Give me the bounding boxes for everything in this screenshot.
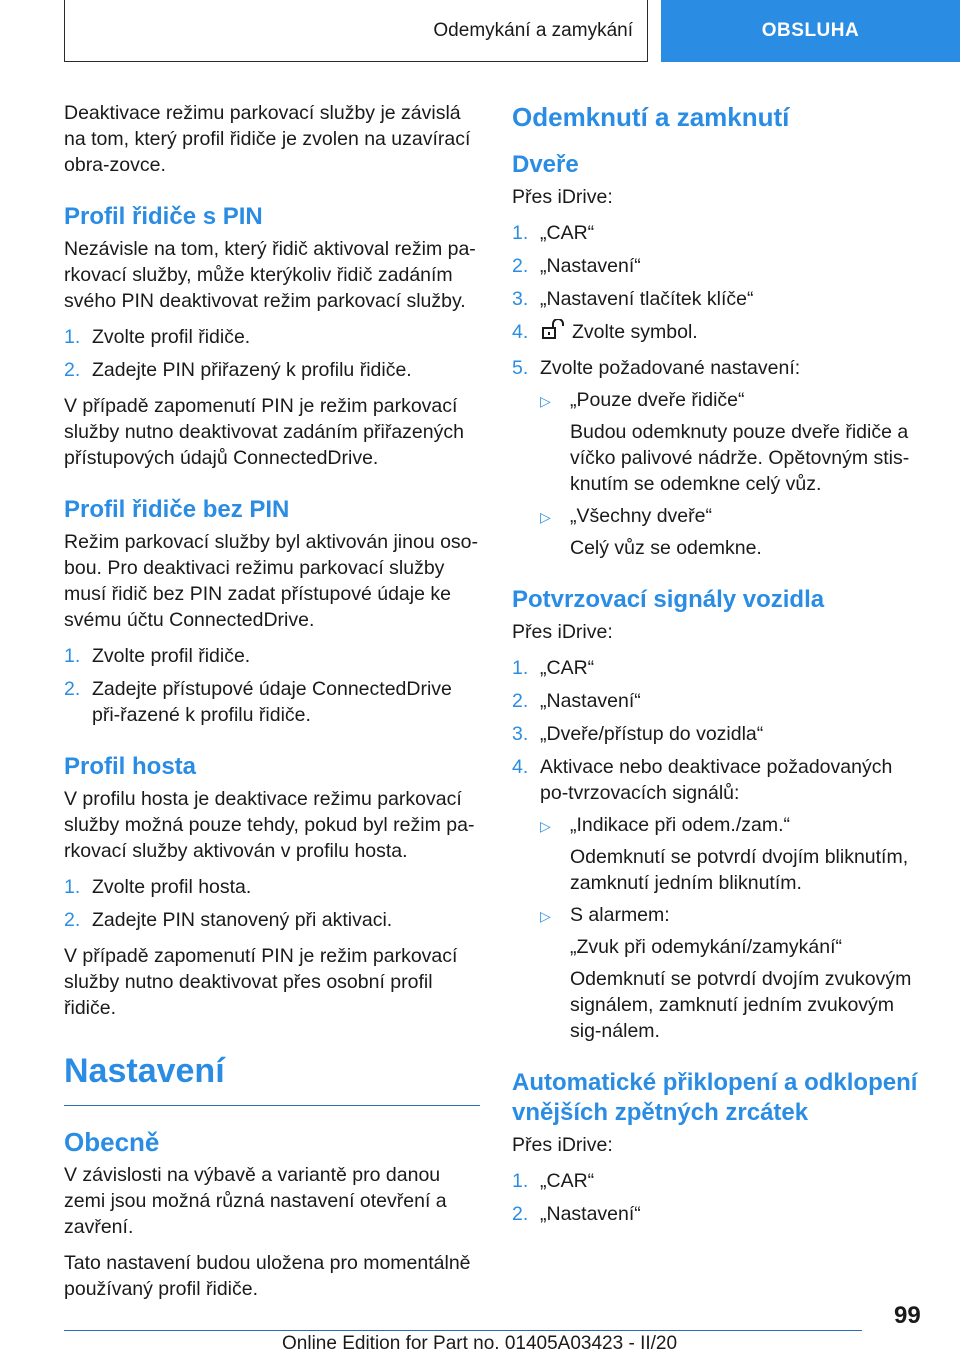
step-number: 3. bbox=[512, 723, 529, 745]
step-text: „Nastavení“ bbox=[540, 255, 641, 277]
step-text: „Nastavení tlačítek klíče“ bbox=[540, 288, 754, 310]
mirrors-steps-list bbox=[512, 1168, 922, 1227]
list-item bbox=[512, 655, 922, 681]
list-item bbox=[512, 1201, 922, 1227]
step-text: Zadejte PIN přiřazený k profilu řidiče. bbox=[92, 359, 412, 381]
step-text: „CAR“ bbox=[540, 222, 595, 244]
step-text: Zvolte profil řidiče. bbox=[92, 326, 251, 348]
list-item bbox=[540, 387, 922, 497]
heading-doors: Dveře bbox=[512, 151, 579, 178]
step-number: 1. bbox=[64, 645, 81, 667]
list-item bbox=[64, 874, 480, 900]
general-paragraph-1: V závislosti na výbavě a variantě pro danou zemi jsou možná různá nastavení otevření a zavření. bbox=[64, 1164, 447, 1238]
heading-unlock-lock: Odemknutí a zamknutí bbox=[512, 102, 790, 132]
step-number: 1. bbox=[512, 222, 529, 244]
option-sublabel: „Zvuk při odemykání/zamykání“ bbox=[570, 936, 843, 958]
heading-profile-without-pin: Profil řidiče bez PIN bbox=[64, 496, 290, 523]
option-label: S alarmem: bbox=[570, 904, 670, 926]
pin-steps-list bbox=[64, 324, 480, 383]
step-number: 2. bbox=[64, 359, 81, 381]
doors-steps-list bbox=[512, 220, 922, 561]
list-item bbox=[512, 253, 922, 279]
section-divider bbox=[64, 1105, 480, 1106]
option-description: Odemknutí se potvrdí dvojím zvukovým signálem, zamknutí jedním zvukovým sig-nálem. bbox=[570, 968, 912, 1042]
step-number: 4. bbox=[512, 756, 529, 778]
list-item bbox=[64, 324, 480, 350]
list-item bbox=[512, 355, 922, 561]
guest-paragraph: V profilu hosta je deaktivace režimu parkovací služby možná pouze tehdy, pokud byl režim pa-rkovací služby aktivován v profilu hosta. bbox=[64, 788, 475, 862]
option-description: Odemknutí se potvrdí dvojím bliknutím, zamknutí jedním bliknutím. bbox=[570, 846, 909, 894]
mirrors-via: Přes iDrive: bbox=[512, 1134, 613, 1156]
guest-note: V případě zapomenutí PIN je režim parkovací služby nutno deaktivovat přes osobní profil řidiče. bbox=[64, 945, 458, 1019]
signals-options-list bbox=[540, 812, 922, 1044]
step-number: 3. bbox=[512, 288, 529, 310]
step-text: Zvolte symbol. bbox=[572, 321, 698, 343]
step-number: 1. bbox=[512, 1170, 529, 1192]
step-number: 1. bbox=[512, 657, 529, 679]
heading-confirmation-signals: Potvrzovací signály vozidla bbox=[512, 586, 825, 613]
list-item bbox=[64, 643, 480, 669]
step-text: „CAR“ bbox=[540, 1170, 595, 1192]
step-number: 2. bbox=[512, 255, 529, 277]
list-item bbox=[512, 1168, 922, 1194]
triangle-bullet-icon: ▷ bbox=[540, 393, 551, 409]
heading-profile-with-pin: Profil řidiče s PIN bbox=[64, 203, 263, 230]
header-section-box bbox=[64, 0, 648, 62]
list-item bbox=[540, 812, 922, 896]
general-paragraph-2: Tato nastavení budou uložena pro momentálně používaný profil řidiče. bbox=[64, 1252, 471, 1300]
step-number: 2. bbox=[512, 690, 529, 712]
footer-edition: Online Edition for Part no. 01405A03423 - II/20 bbox=[282, 1333, 678, 1354]
list-item bbox=[64, 676, 480, 728]
step-text: „Nastavení“ bbox=[540, 690, 641, 712]
step-number: 1. bbox=[64, 326, 81, 348]
list-item bbox=[512, 754, 922, 1044]
pin-paragraph: Nezávisle na tom, který řidič aktivoval režim pa-rkovací služby, může kterýkoliv řidič zadáním svého PIN deaktivovat režim parkovací služby. bbox=[64, 238, 476, 312]
doors-via: Přes iDrive: bbox=[512, 186, 613, 208]
guest-steps-list bbox=[64, 874, 480, 933]
step-text: Zadejte PIN stanovený při aktivaci. bbox=[92, 909, 393, 931]
option-label: „Pouze dveře řidiče“ bbox=[570, 389, 745, 411]
list-item bbox=[512, 721, 922, 747]
step-number: 2. bbox=[512, 1203, 529, 1225]
right-column bbox=[512, 100, 922, 1237]
step-text: „Nastavení“ bbox=[540, 1203, 641, 1225]
list-item bbox=[512, 688, 922, 714]
nopin-paragraph: Režim parkovací služby byl aktivován jinou oso-bou. Pro deaktivaci režimu parkovací služby musí řidič bez PIN zadat přístupové údaje ke svému účtu ConnectedDrive. bbox=[64, 531, 479, 631]
list-item bbox=[540, 503, 922, 561]
list-item bbox=[512, 319, 922, 348]
option-label: „Všechny dveře“ bbox=[570, 505, 712, 527]
step-text: „CAR“ bbox=[540, 657, 595, 679]
step-text: Zadejte přístupové údaje ConnectedDrive při-řazené k profilu řidiče. bbox=[92, 678, 452, 726]
signals-via: Přes iDrive: bbox=[512, 621, 613, 643]
step-number: 2. bbox=[64, 909, 81, 931]
list-item bbox=[540, 902, 922, 1044]
heading-general: Obecně bbox=[64, 1127, 160, 1157]
intro-paragraph: Deaktivace režimu parkovací služby je závislá na tom, který profil řidiče je zvolen na uzavírací obra-zovce. bbox=[64, 102, 471, 176]
triangle-bullet-icon: ▷ bbox=[540, 818, 551, 834]
step-text: Zvolte profil hosta. bbox=[92, 876, 252, 898]
step-text: Aktivace nebo deaktivace požadovaných po-tvrzovacích signálů: bbox=[540, 756, 893, 804]
step-text: Zvolte profil řidiče. bbox=[92, 645, 251, 667]
option-description: Budou odemknuty pouze dveře řidiče a víčko palivové nádrže. Opětovným stis-knutím se odemkne celý vůz. bbox=[570, 421, 910, 495]
list-item bbox=[512, 286, 922, 312]
page-number: 99 bbox=[894, 1302, 921, 1329]
header-chapter-label: OBSLUHA bbox=[761, 20, 860, 41]
triangle-bullet-icon: ▷ bbox=[540, 908, 551, 924]
list-item bbox=[512, 220, 922, 246]
doors-options-list bbox=[540, 387, 922, 561]
left-column bbox=[64, 100, 480, 1312]
heading-guest-profile: Profil hosta bbox=[64, 753, 197, 780]
step-text: Zvolte požadované nastavení: bbox=[540, 357, 801, 379]
triangle-bullet-icon: ▷ bbox=[540, 509, 551, 525]
step-number: 5. bbox=[512, 357, 529, 379]
signals-steps-list bbox=[512, 655, 922, 1044]
option-label: „Indikace při odem./zam.“ bbox=[570, 814, 790, 836]
unlock-icon bbox=[540, 319, 566, 348]
list-item bbox=[64, 907, 480, 933]
heading-settings: Nastavení bbox=[64, 1052, 225, 1090]
header-chapter-tab[interactable] bbox=[661, 0, 960, 62]
step-text: „Dveře/přístup do vozidla“ bbox=[540, 723, 764, 745]
step-number: 1. bbox=[64, 876, 81, 898]
heading-mirrors: Automatické přiklopení a odklopení vnějších zpětných zrcátek bbox=[512, 1069, 918, 1126]
nopin-steps-list bbox=[64, 643, 480, 728]
pin-note: V případě zapomenutí PIN je režim parkovací služby nutno deaktivovat zadáním přiřazených přístupových údajů ConnectedDrive. bbox=[64, 395, 464, 469]
list-item bbox=[64, 357, 480, 383]
option-description: Celý vůz se odemkne. bbox=[570, 537, 762, 559]
footer-divider bbox=[64, 1330, 862, 1331]
step-number: 2. bbox=[64, 678, 81, 700]
step-number: 4. bbox=[512, 321, 529, 343]
header-section-title: Odemykání a zamykání bbox=[433, 19, 633, 41]
